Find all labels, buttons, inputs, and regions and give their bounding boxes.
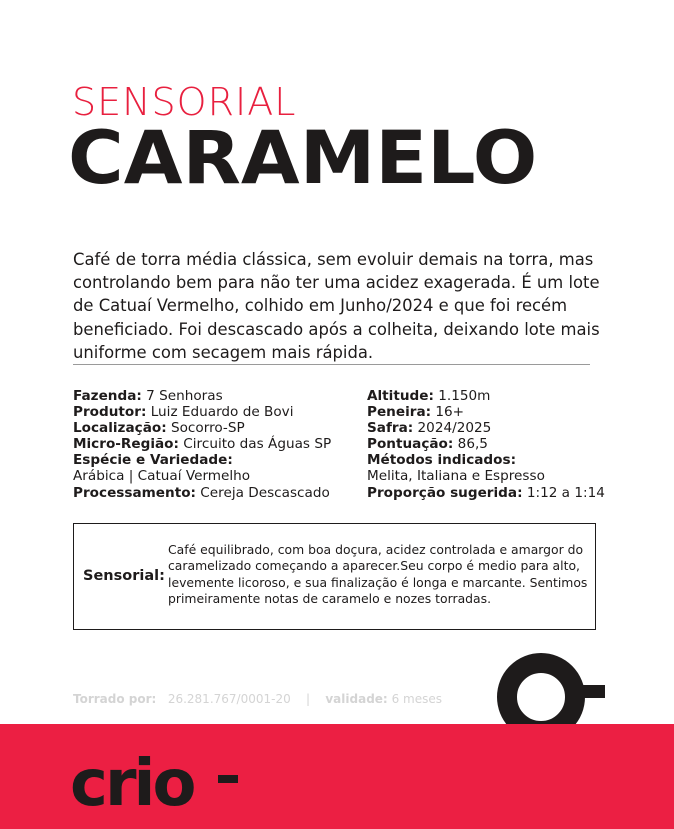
spec-localizacao: Localização: Socorro-SP	[73, 420, 245, 437]
specs-left-column	[73, 388, 363, 501]
spec-produtor: Produtor: Luiz Eduardo de Bovi	[73, 404, 294, 421]
spec-micro-regiao: Micro-Região: Circuito das Águas SP	[73, 436, 332, 453]
torrado-value: 26.281.767/0001-20	[167, 692, 291, 706]
spec-fazenda: Fazenda: 7 Senhoras	[73, 388, 223, 404]
spec-proporcao: Proporção sugerida: 1:12 a 1:14	[367, 484, 605, 501]
sensorial-text: Café equilibrado, com boa doçura, acidez controlada e amargor do caramelizado começando a aparecer.Seu corpo é medio para alto, levemente licoroso, e sua finalização é longa e marcante. Sentimos primeiramente notas de caramelo e nozes torradas.	[168, 542, 588, 606]
spec-especie-label: Espécie e Variedade:	[73, 452, 233, 469]
validade-label: validade:	[325, 692, 388, 706]
separator: |	[306, 692, 311, 706]
crio-logo	[70, 753, 240, 813]
product-description: Café de torra média clássica, sem evoluir demais na torra, mas controlando bem para não ter uma acidez exagerada. É um lote de Catuaí Vermelho, colhido em Junho/2024 e que foi recém beneficiado. Foi descascado após a colheita, deixando lote mais uniforme com secagem mais rápida.	[73, 250, 600, 362]
sensorial-label: Sensorial:	[83, 568, 165, 584]
torrado-label: Torrado por:	[73, 692, 157, 706]
spec-altitude: Altitude: 1.150m	[367, 388, 491, 404]
divider	[73, 364, 590, 365]
roaster-info	[73, 692, 442, 706]
validade-value: 6 meses	[391, 692, 442, 706]
spec-pontuacao: Pontuação: 86,5	[367, 436, 488, 453]
spec-safra: Safra: 2024/2025	[367, 420, 492, 437]
product-title: CARAMELO	[68, 116, 538, 201]
sensorial-box	[73, 523, 596, 630]
specs-right-column	[367, 388, 657, 501]
spec-metodos-value: Melita, Italiana e Espresso	[367, 468, 545, 485]
spec-metodos-label: Métodos indicados:	[367, 452, 517, 469]
spec-peneira: Peneira: 16+	[367, 404, 465, 421]
spec-processamento: Processamento: Cereja Descascado	[73, 484, 330, 501]
svg-text:crio: crio	[70, 753, 194, 813]
spec-especie-value: Arábica | Catuaí Vermelho	[73, 468, 251, 485]
product-subtitle: SENSORIAL	[72, 80, 297, 124]
